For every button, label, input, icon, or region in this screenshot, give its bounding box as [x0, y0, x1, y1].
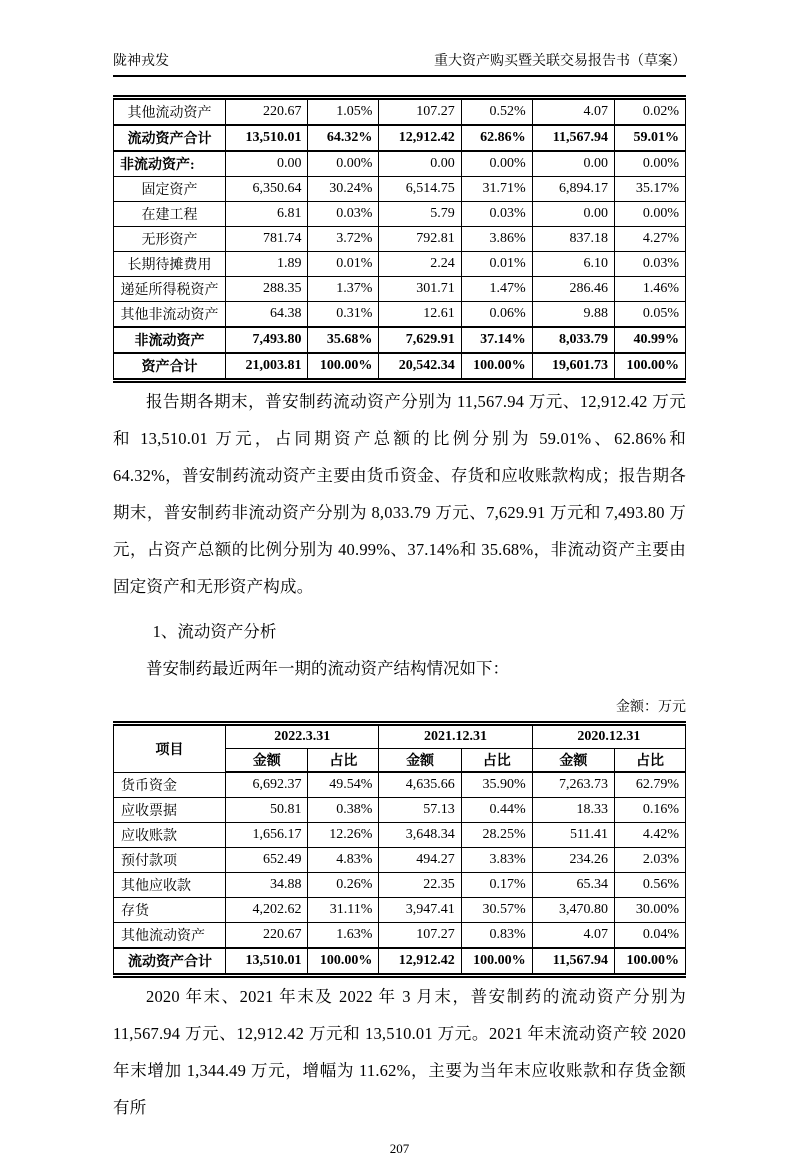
- cell-value: 7,629.91: [379, 327, 461, 353]
- cell-value: 0.02%: [615, 98, 686, 126]
- cell-value: 6.81: [226, 202, 308, 227]
- analysis-paragraph-assets: 报告期各期末，普安制药流动资产分别为 11,567.94 万元、12,912.42 万元和 13,510.01 万元，占同期资产总额的比例分别为 59.01%、62.86%和 64.32%，普安制药流动资产主要由货币资金、存货和应收账款构成；报告期各期末，普安制药非流动资产分别为 8,033.79 万元、7,629.91 万元和 7,493.80 万元，占资产总额的比例分别为 40.99%、37.14%和 35.68%，非流动资产主要由固定资产和无形资产构成。: [113, 392, 686, 596]
- current-assets-table-head: [114, 724, 686, 773]
- column-header-amount: 金额: [379, 749, 461, 773]
- analysis-paragraph-current-assets: 2020 年末、2021 年末及 2022 年 3 月末，普安制药的流动资产分别为 11,567.94 万元、12,912.42 万元和 13,510.01 万元。2021 年末流动资产较 2020 年末增加 1,344.49 万元，增幅为 11.62%，主要为当年末应收账款和存货金额有所: [113, 987, 686, 1117]
- row-label: 其他流动资产: [114, 98, 226, 126]
- cell-value: 4.42%: [615, 823, 686, 848]
- cell-value: 13,510.01: [226, 125, 308, 151]
- cell-value: 3.83%: [461, 848, 532, 873]
- row-label: 流动资产合计: [114, 948, 226, 976]
- row-label: 在建工程: [114, 202, 226, 227]
- cell-value: 22.35: [379, 873, 461, 898]
- cell-value: 13,510.01: [226, 948, 308, 976]
- header-report-title: 重大资产购买暨关联交易报告书（草案）: [434, 54, 686, 69]
- cell-value: 100.00%: [308, 948, 379, 976]
- section-heading-current-assets: 1、流动资产分析: [152, 622, 277, 641]
- cell-value: 0.56%: [615, 873, 686, 898]
- page-number: 207: [389, 1141, 410, 1156]
- cell-value: 49.54%: [308, 772, 379, 798]
- cell-value: 1.47%: [461, 277, 532, 302]
- cell-value: 107.27: [379, 98, 461, 126]
- cell-value: 31.11%: [308, 898, 379, 923]
- cell-value: 30.24%: [308, 177, 379, 202]
- column-header-amount: 金额: [226, 749, 308, 773]
- cell-value: 792.81: [379, 227, 461, 252]
- table-row: [114, 98, 686, 126]
- cell-value: 0.06%: [461, 302, 532, 328]
- cell-value: 0.03%: [461, 202, 532, 227]
- cell-value: 234.26: [532, 848, 614, 873]
- row-label: 递延所得税资产: [114, 277, 226, 302]
- cell-value: 0.83%: [461, 923, 532, 949]
- row-label: 应收账款: [114, 823, 226, 848]
- row-label: 长期待摊费用: [114, 252, 226, 277]
- table-row: [114, 848, 686, 873]
- cell-value: 3,470.80: [532, 898, 614, 923]
- row-label: 预付款项: [114, 848, 226, 873]
- cell-value: 288.35: [226, 277, 308, 302]
- cell-value: 0.26%: [308, 873, 379, 898]
- table-row: [114, 873, 686, 898]
- table-row: [114, 277, 686, 302]
- cell-value: 34.88: [226, 873, 308, 898]
- cell-value: 511.41: [532, 823, 614, 848]
- cell-value: 7,263.73: [532, 772, 614, 798]
- cell-value: 0.00%: [615, 151, 686, 177]
- cell-value: 0.52%: [461, 98, 532, 126]
- table-row: [114, 227, 686, 252]
- cell-value: 0.00: [532, 151, 614, 177]
- cell-value: 62.79%: [615, 772, 686, 798]
- cell-value: 30.00%: [615, 898, 686, 923]
- current-assets-table: [113, 721, 686, 978]
- cell-value: 0.31%: [308, 302, 379, 328]
- unit-note: 金额：万元: [616, 700, 686, 715]
- cell-value: 62.86%: [461, 125, 532, 151]
- current-assets-table-body: [114, 772, 686, 976]
- cell-value: 57.13: [379, 798, 461, 823]
- table-row: [114, 151, 686, 177]
- cell-value: 0.00: [226, 151, 308, 177]
- cell-value: 1.46%: [615, 277, 686, 302]
- cell-value: 0.17%: [461, 873, 532, 898]
- table-row: [114, 948, 686, 976]
- column-header-ratio: 占比: [308, 749, 379, 773]
- cell-value: 12,912.42: [379, 948, 461, 976]
- cell-value: 0.01%: [461, 252, 532, 277]
- cell-value: 35.68%: [308, 327, 379, 353]
- cell-value: 59.01%: [615, 125, 686, 151]
- table-row: [114, 177, 686, 202]
- cell-value: 64.32%: [308, 125, 379, 151]
- cell-value: 1.89: [226, 252, 308, 277]
- cell-value: 1.63%: [308, 923, 379, 949]
- cell-value: 0.16%: [615, 798, 686, 823]
- column-header-period-1: 2022.3.31: [226, 724, 379, 749]
- cell-value: 0.00%: [308, 151, 379, 177]
- cell-value: 3.72%: [308, 227, 379, 252]
- table-row: [114, 353, 686, 381]
- cell-value: 0.38%: [308, 798, 379, 823]
- cell-value: 0.00: [532, 202, 614, 227]
- cell-value: 494.27: [379, 848, 461, 873]
- cell-value: 31.71%: [461, 177, 532, 202]
- cell-value: 40.99%: [615, 327, 686, 353]
- cell-value: 652.49: [226, 848, 308, 873]
- cell-value: 4.83%: [308, 848, 379, 873]
- cell-value: 12.26%: [308, 823, 379, 848]
- cell-value: 0.04%: [615, 923, 686, 949]
- table-header-row-periods: [114, 724, 686, 749]
- row-label: 应收票据: [114, 798, 226, 823]
- cell-value: 107.27: [379, 923, 461, 949]
- asset-structure-table-body: [114, 98, 686, 381]
- row-label: 其他流动资产: [114, 923, 226, 949]
- cell-value: 0.03%: [308, 202, 379, 227]
- cell-value: 35.17%: [615, 177, 686, 202]
- cell-value: 100.00%: [615, 948, 686, 976]
- cell-value: 12.61: [379, 302, 461, 328]
- cell-value: 4.27%: [615, 227, 686, 252]
- table-row: [114, 252, 686, 277]
- column-header-period-3: 2020.12.31: [532, 724, 685, 749]
- column-header-ratio: 占比: [615, 749, 686, 773]
- page-header: [113, 50, 686, 77]
- cell-value: 2.03%: [615, 848, 686, 873]
- table-row: [114, 823, 686, 848]
- cell-value: 11,567.94: [532, 948, 614, 976]
- cell-value: 0.00%: [615, 202, 686, 227]
- cell-value: 18.33: [532, 798, 614, 823]
- cell-value: 301.71: [379, 277, 461, 302]
- cell-value: 0.44%: [461, 798, 532, 823]
- cell-value: 6,894.17: [532, 177, 614, 202]
- cell-value: 781.74: [226, 227, 308, 252]
- cell-value: 11,567.94: [532, 125, 614, 151]
- row-label: 存货: [114, 898, 226, 923]
- column-header-ratio: 占比: [461, 749, 532, 773]
- cell-value: 37.14%: [461, 327, 532, 353]
- cell-value: 12,912.42: [379, 125, 461, 151]
- cell-value: 286.46: [532, 277, 614, 302]
- cell-value: 65.34: [532, 873, 614, 898]
- table-row: [114, 327, 686, 353]
- cell-value: 3,947.41: [379, 898, 461, 923]
- header-company-name: 陇神戎发: [113, 54, 169, 69]
- cell-value: 2.24: [379, 252, 461, 277]
- cell-value: 837.18: [532, 227, 614, 252]
- row-label: 非流动资产: [114, 327, 226, 353]
- table-row: [114, 302, 686, 328]
- cell-value: 6,692.37: [226, 772, 308, 798]
- table-row: [114, 125, 686, 151]
- table-row: [114, 923, 686, 949]
- cell-value: 220.67: [226, 98, 308, 126]
- row-label: 固定资产: [114, 177, 226, 202]
- row-label: 资产合计: [114, 353, 226, 381]
- cell-value: 64.38: [226, 302, 308, 328]
- column-header-amount: 金额: [532, 749, 614, 773]
- cell-value: 220.67: [226, 923, 308, 949]
- cell-value: 30.57%: [461, 898, 532, 923]
- cell-value: 0.05%: [615, 302, 686, 328]
- column-header-period-2: 2021.12.31: [379, 724, 532, 749]
- table-row: [114, 798, 686, 823]
- table-lead-in-text: 普安制药最近两年一期的流动资产结构情况如下：: [146, 659, 509, 678]
- cell-value: 4.07: [532, 98, 614, 126]
- row-label: 无形资产: [114, 227, 226, 252]
- cell-value: 8,033.79: [532, 327, 614, 353]
- cell-value: 20,542.34: [379, 353, 461, 381]
- row-label: 非流动资产:: [114, 151, 226, 177]
- cell-value: 0.01%: [308, 252, 379, 277]
- row-label: 流动资产合计: [114, 125, 226, 151]
- cell-value: 6,514.75: [379, 177, 461, 202]
- cell-value: 4,202.62: [226, 898, 308, 923]
- row-label: 其他非流动资产: [114, 302, 226, 328]
- cell-value: 1.05%: [308, 98, 379, 126]
- cell-value: 0.03%: [615, 252, 686, 277]
- row-label: 其他应收款: [114, 873, 226, 898]
- cell-value: 0.00%: [461, 151, 532, 177]
- cell-value: 21,003.81: [226, 353, 308, 381]
- asset-structure-table: [113, 95, 686, 383]
- row-label: 货币资金: [114, 772, 226, 798]
- cell-value: 7,493.80: [226, 327, 308, 353]
- cell-value: 9.88: [532, 302, 614, 328]
- cell-value: 28.25%: [461, 823, 532, 848]
- cell-value: 4.07: [532, 923, 614, 949]
- cell-value: 4,635.66: [379, 772, 461, 798]
- cell-value: 6.10: [532, 252, 614, 277]
- column-header-item: 项目: [114, 724, 226, 773]
- cell-value: 100.00%: [308, 353, 379, 381]
- cell-value: 5.79: [379, 202, 461, 227]
- cell-value: 100.00%: [461, 948, 532, 976]
- cell-value: 100.00%: [461, 353, 532, 381]
- cell-value: 35.90%: [461, 772, 532, 798]
- cell-value: 3,648.34: [379, 823, 461, 848]
- table-row: [114, 202, 686, 227]
- cell-value: 3.86%: [461, 227, 532, 252]
- cell-value: 6,350.64: [226, 177, 308, 202]
- cell-value: 1.37%: [308, 277, 379, 302]
- table-row: [114, 898, 686, 923]
- cell-value: 1,656.17: [226, 823, 308, 848]
- cell-value: 19,601.73: [532, 353, 614, 381]
- cell-value: 50.81: [226, 798, 308, 823]
- cell-value: 100.00%: [615, 353, 686, 381]
- cell-value: 0.00: [379, 151, 461, 177]
- table-row: [114, 772, 686, 798]
